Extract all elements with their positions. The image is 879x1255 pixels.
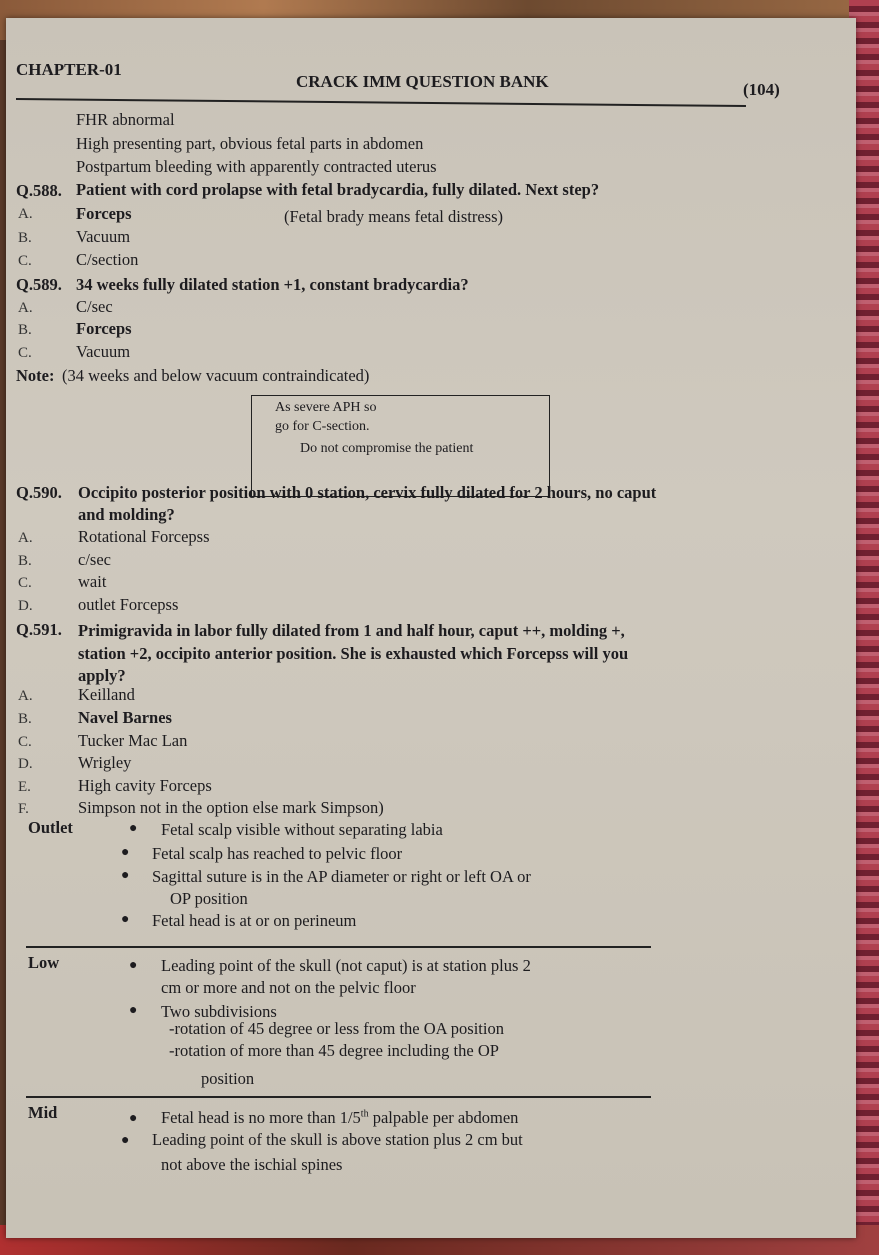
- question-text: and molding?: [78, 505, 175, 524]
- bullet-icon: ●: [129, 1111, 138, 1126]
- option-text: Rotational Forcepss: [78, 527, 210, 546]
- question-text: Patient with cord prolapse with fetal bradycardia, fully dilated. Next step?: [76, 180, 600, 199]
- low-point: cm or more and not on the pelvic floor: [161, 978, 416, 997]
- option-text: Wrigley: [78, 753, 132, 772]
- option-text: C/section: [76, 250, 139, 269]
- low-label: Low: [28, 953, 60, 972]
- option-letter: E.: [18, 779, 31, 795]
- option-letter: B.: [18, 230, 32, 246]
- option-letter: D.: [18, 598, 33, 614]
- outlet-point: Sagittal suture is in the AP diameter or right or left OA or: [152, 867, 531, 886]
- book-title: CRACK IMM QUESTION BANK: [296, 72, 549, 91]
- header-rule: [16, 98, 746, 107]
- bullet-icon: ●: [129, 958, 138, 973]
- option-letter: D.: [18, 756, 33, 772]
- option-letter: B.: [18, 711, 32, 727]
- mid-point: Leading point of the skull is above station plus 2 cm but: [152, 1130, 523, 1149]
- bullet-icon: ●: [129, 1003, 138, 1018]
- question-text: 34 weeks fully dilated station +1, constant bradycardia?: [76, 275, 469, 294]
- option-text: Keilland: [78, 685, 135, 704]
- option-text: Vacuum: [76, 342, 131, 361]
- chapter-label: CHAPTER-01: [16, 60, 122, 79]
- option-letter: A.: [18, 688, 33, 704]
- option-text: Navel Barnes: [78, 708, 172, 727]
- option-letter: C.: [18, 345, 32, 361]
- question-number: Q.589.: [16, 275, 62, 294]
- question-text: apply?: [78, 666, 126, 685]
- option-letter: C.: [18, 253, 32, 269]
- outlet-point: Fetal scalp has reached to pelvic floor: [152, 844, 403, 863]
- bullet-icon: ●: [121, 1133, 130, 1148]
- question-number: Q.590.: [16, 483, 62, 502]
- box-line: As severe APH so: [275, 400, 377, 415]
- section-rule: [26, 946, 651, 948]
- low-point: Two subdivisions: [161, 1002, 277, 1021]
- low-point: -rotation of more than 45 degree including the OP: [169, 1041, 499, 1060]
- question-text: station +2, occipito anterior position. She is exhausted which Forcepss will you: [78, 644, 629, 663]
- page-number: (104): [743, 80, 780, 99]
- option-text: Forceps: [76, 319, 132, 338]
- option-text: Tucker Mac Lan: [78, 731, 188, 750]
- note-text: (34 weeks and below vacuum contraindicated): [62, 366, 370, 385]
- outlet-point: Fetal scalp visible without separating labia: [161, 820, 443, 839]
- low-point: Leading point of the skull (not caput) is at station plus 2: [161, 956, 531, 975]
- mid-point: not above the ischial spines: [161, 1155, 343, 1174]
- intro-line: High presenting part, obvious fetal parts in abdomen: [76, 134, 424, 153]
- option-text: Simpson not in the option else mark Simpson): [78, 798, 384, 817]
- answer-note: (Fetal brady means fetal distress): [284, 207, 504, 226]
- mid-point: Fetal head is no more than 1/5th palpable per abdomen: [161, 1108, 519, 1127]
- option-text: C/sec: [76, 297, 113, 316]
- option-letter: C.: [18, 734, 32, 750]
- bullet-icon: ●: [121, 912, 130, 927]
- section-rule: [26, 1096, 651, 1098]
- option-text: Vacuum: [76, 227, 131, 246]
- intro-line: FHR abnormal: [76, 110, 175, 129]
- option-text: c/sec: [78, 550, 111, 569]
- question-number: Q.591.: [16, 620, 62, 639]
- note-label: Note:: [16, 366, 55, 385]
- option-text: High cavity Forceps: [78, 776, 212, 795]
- question-text: Primigravida in labor fully dilated from 1 and half hour, caput ++, molding +,: [78, 621, 625, 640]
- explanation-box: [251, 395, 550, 497]
- bullet-icon: ●: [121, 868, 130, 883]
- question-text: Occipito posterior position with 0 station, cervix fully dilated for 2 hours, no caput: [78, 483, 657, 502]
- mid-label: Mid: [28, 1103, 58, 1122]
- box-line: Do not compromise the patient: [300, 441, 474, 456]
- outlet-label: Outlet: [28, 818, 73, 837]
- option-letter: B.: [18, 322, 32, 338]
- bullet-icon: ●: [129, 821, 138, 836]
- option-text: wait: [78, 572, 107, 591]
- option-text: outlet Forcepss: [78, 595, 179, 614]
- outlet-point: OP position: [170, 889, 248, 908]
- book-page: [6, 18, 856, 1238]
- outlet-point: Fetal head is at or on perineum: [152, 911, 357, 930]
- option-letter: A.: [18, 530, 33, 546]
- option-letter: C.: [18, 575, 32, 591]
- option-text: Forceps: [76, 204, 132, 223]
- option-letter: F.: [18, 801, 29, 817]
- option-letter: A.: [18, 206, 33, 222]
- low-point: position: [201, 1069, 255, 1088]
- option-letter: B.: [18, 553, 32, 569]
- bullet-icon: ●: [121, 845, 130, 860]
- intro-line: Postpartum bleeding with apparently contracted uterus: [76, 157, 437, 176]
- option-letter: A.: [18, 300, 33, 316]
- question-number: Q.588.: [16, 181, 62, 200]
- low-point: -rotation of 45 degree or less from the OA position: [169, 1019, 504, 1038]
- box-line: go for C-section.: [275, 419, 370, 434]
